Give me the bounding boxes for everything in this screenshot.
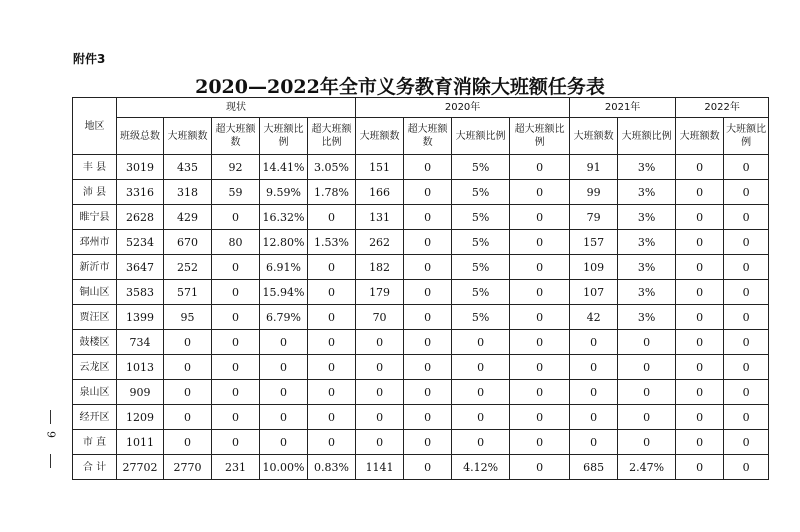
- value-cell: 0: [676, 330, 724, 355]
- value-cell: 5%: [452, 305, 510, 330]
- value-cell: 3%: [618, 155, 676, 180]
- value-cell: 0: [676, 205, 724, 230]
- value-cell: 685: [570, 455, 618, 480]
- value-cell: 0: [212, 280, 260, 305]
- value-cell: 131: [356, 205, 404, 230]
- value-cell: 0: [676, 355, 724, 380]
- header-group-2022: 2022年: [676, 98, 769, 118]
- header-sub-3: 大班额比例: [260, 118, 308, 155]
- region-cell: 鼓楼区: [73, 330, 117, 355]
- value-cell: 0: [212, 330, 260, 355]
- value-cell: 3%: [618, 255, 676, 280]
- value-cell: 70: [356, 305, 404, 330]
- region-cell: 睢宁县: [73, 205, 117, 230]
- value-cell: 0: [260, 330, 308, 355]
- value-cell: 231: [212, 455, 260, 480]
- value-cell: 0: [618, 330, 676, 355]
- value-cell: 0: [676, 180, 724, 205]
- value-cell: 27702: [117, 455, 164, 480]
- region-cell: 铜山区: [73, 280, 117, 305]
- header-group-2020: 2020年: [356, 98, 570, 118]
- value-cell: 909: [117, 380, 164, 405]
- value-cell: 1.53%: [308, 230, 356, 255]
- region-cell: 沛 县: [73, 180, 117, 205]
- value-cell: 3583: [117, 280, 164, 305]
- region-cell: 市 直: [73, 430, 117, 455]
- value-cell: 0: [724, 430, 769, 455]
- value-cell: 3%: [618, 305, 676, 330]
- value-cell: 0: [724, 280, 769, 305]
- value-cell: 0: [308, 380, 356, 405]
- attachment-label: 附件3: [73, 52, 106, 66]
- page-number: 9: [44, 431, 58, 438]
- value-cell: 0: [570, 355, 618, 380]
- value-cell: 0: [212, 355, 260, 380]
- value-cell: 59: [212, 180, 260, 205]
- value-cell: 0: [452, 355, 510, 380]
- region-cell: 泉山区: [73, 380, 117, 405]
- value-cell: 10.00%: [260, 455, 308, 480]
- table-row: [73, 155, 769, 180]
- value-cell: 0: [212, 205, 260, 230]
- table-row: [73, 230, 769, 255]
- value-cell: 0: [308, 280, 356, 305]
- value-cell: 12.80%: [260, 230, 308, 255]
- value-cell: 0: [676, 405, 724, 430]
- value-cell: 0: [164, 330, 212, 355]
- value-cell: 1.78%: [308, 180, 356, 205]
- value-cell: 9.59%: [260, 180, 308, 205]
- value-cell: 109: [570, 255, 618, 280]
- value-cell: 5%: [452, 255, 510, 280]
- value-cell: 5%: [452, 155, 510, 180]
- value-cell: 0: [724, 455, 769, 480]
- value-cell: 182: [356, 255, 404, 280]
- value-cell: 2628: [117, 205, 164, 230]
- region-cell: 邳州市: [73, 230, 117, 255]
- header-sub-7: 大班额比例: [452, 118, 510, 155]
- value-cell: 0: [676, 280, 724, 305]
- table-row: [73, 430, 769, 455]
- value-cell: 0: [618, 405, 676, 430]
- value-cell: 3316: [117, 180, 164, 205]
- value-cell: 0: [260, 355, 308, 380]
- value-cell: 0: [510, 330, 570, 355]
- page-number-dash-bottom: [50, 454, 51, 468]
- header-sub-9: 大班额数: [570, 118, 618, 155]
- value-cell: 0: [356, 330, 404, 355]
- value-cell: 0: [676, 155, 724, 180]
- value-cell: 1399: [117, 305, 164, 330]
- value-cell: 0: [724, 155, 769, 180]
- value-cell: 14.41%: [260, 155, 308, 180]
- value-cell: 91: [570, 155, 618, 180]
- value-cell: 95: [164, 305, 212, 330]
- value-cell: 0: [404, 430, 452, 455]
- value-cell: 0: [404, 380, 452, 405]
- value-cell: 3%: [618, 230, 676, 255]
- value-cell: 0: [510, 455, 570, 480]
- value-cell: 3%: [618, 280, 676, 305]
- value-cell: 0: [308, 355, 356, 380]
- table-row: [73, 380, 769, 405]
- value-cell: 16.32%: [260, 205, 308, 230]
- value-cell: 179: [356, 280, 404, 305]
- value-cell: 3%: [618, 205, 676, 230]
- value-cell: 0: [452, 430, 510, 455]
- value-cell: 0: [260, 405, 308, 430]
- value-cell: 0.83%: [308, 455, 356, 480]
- value-cell: 2770: [164, 455, 212, 480]
- value-cell: 252: [164, 255, 212, 280]
- value-cell: 0: [404, 155, 452, 180]
- value-cell: 0: [356, 355, 404, 380]
- value-cell: 2.47%: [618, 455, 676, 480]
- value-cell: 318: [164, 180, 212, 205]
- region-cell: 经开区: [73, 405, 117, 430]
- value-cell: 3019: [117, 155, 164, 180]
- value-cell: 4.12%: [452, 455, 510, 480]
- header-sub-5: 大班额数: [356, 118, 404, 155]
- value-cell: 5%: [452, 230, 510, 255]
- value-cell: 0: [404, 205, 452, 230]
- value-cell: 0: [618, 380, 676, 405]
- value-cell: 0: [724, 330, 769, 355]
- value-cell: 0: [510, 230, 570, 255]
- value-cell: 0: [570, 330, 618, 355]
- value-cell: 0: [164, 355, 212, 380]
- header-sub-4: 超大班额比例: [308, 118, 356, 155]
- value-cell: 80: [212, 230, 260, 255]
- region-cell: 贾汪区: [73, 305, 117, 330]
- table-row: [73, 180, 769, 205]
- value-cell: 0: [724, 230, 769, 255]
- value-cell: 0: [676, 455, 724, 480]
- value-cell: 0: [404, 280, 452, 305]
- table-row: [73, 255, 769, 280]
- value-cell: 42: [570, 305, 618, 330]
- value-cell: 0: [212, 405, 260, 430]
- value-cell: 5234: [117, 230, 164, 255]
- value-cell: 0: [570, 380, 618, 405]
- value-cell: 99: [570, 180, 618, 205]
- value-cell: 0: [570, 430, 618, 455]
- value-cell: 0: [308, 430, 356, 455]
- value-cell: 0: [212, 380, 260, 405]
- header-sub-0: 班级总数: [117, 118, 164, 155]
- table-row: [73, 280, 769, 305]
- value-cell: 0: [510, 405, 570, 430]
- value-cell: 0: [676, 380, 724, 405]
- region-cell: 合 计: [73, 455, 117, 480]
- header-sub-8: 超大班额比例: [510, 118, 570, 155]
- header-group-2021: 2021年: [570, 98, 676, 118]
- task-table: [72, 97, 769, 480]
- value-cell: 0: [404, 180, 452, 205]
- table-row: [73, 355, 769, 380]
- header-sub-2: 超大班额数: [212, 118, 260, 155]
- value-cell: 571: [164, 280, 212, 305]
- value-cell: 0: [308, 205, 356, 230]
- value-cell: 0: [724, 205, 769, 230]
- value-cell: 0: [308, 255, 356, 280]
- value-cell: 15.94%: [260, 280, 308, 305]
- value-cell: 1011: [117, 430, 164, 455]
- header-sub-1: 大班额数: [164, 118, 212, 155]
- value-cell: 435: [164, 155, 212, 180]
- table-row: [73, 330, 769, 355]
- value-cell: 6.79%: [260, 305, 308, 330]
- value-cell: 670: [164, 230, 212, 255]
- page-number-vertical: [40, 410, 62, 470]
- value-cell: 0: [510, 180, 570, 205]
- value-cell: 262: [356, 230, 404, 255]
- value-cell: 3%: [618, 180, 676, 205]
- value-cell: 5%: [452, 205, 510, 230]
- value-cell: 166: [356, 180, 404, 205]
- value-cell: 0: [308, 305, 356, 330]
- table-row: [73, 205, 769, 230]
- value-cell: 0: [724, 380, 769, 405]
- value-cell: 0: [618, 355, 676, 380]
- value-cell: 0: [356, 380, 404, 405]
- value-cell: 0: [724, 255, 769, 280]
- value-cell: 0: [404, 230, 452, 255]
- value-cell: 734: [117, 330, 164, 355]
- value-cell: 429: [164, 205, 212, 230]
- value-cell: 6.91%: [260, 255, 308, 280]
- value-cell: 0: [404, 330, 452, 355]
- value-cell: 0: [404, 255, 452, 280]
- value-cell: 0: [724, 180, 769, 205]
- value-cell: 0: [570, 405, 618, 430]
- value-cell: 0: [510, 155, 570, 180]
- value-cell: 0: [404, 355, 452, 380]
- value-cell: 157: [570, 230, 618, 255]
- value-cell: 0: [452, 405, 510, 430]
- value-cell: 0: [308, 405, 356, 430]
- header-sub-11: 大班额数: [676, 118, 724, 155]
- value-cell: 0: [676, 255, 724, 280]
- value-cell: 0: [618, 430, 676, 455]
- value-cell: 0: [510, 355, 570, 380]
- value-cell: 0: [510, 255, 570, 280]
- value-cell: 0: [404, 405, 452, 430]
- page-number-dash-top: [50, 410, 51, 424]
- value-cell: 0: [452, 380, 510, 405]
- value-cell: 0: [356, 405, 404, 430]
- value-cell: 151: [356, 155, 404, 180]
- value-cell: 0: [212, 305, 260, 330]
- value-cell: 0: [260, 430, 308, 455]
- region-cell: 新沂市: [73, 255, 117, 280]
- value-cell: 0: [510, 305, 570, 330]
- value-cell: 0: [510, 280, 570, 305]
- table-row: [73, 405, 769, 430]
- value-cell: 0: [404, 305, 452, 330]
- value-cell: 0: [724, 305, 769, 330]
- value-cell: 5%: [452, 180, 510, 205]
- value-cell: 0: [724, 405, 769, 430]
- region-cell: 云龙区: [73, 355, 117, 380]
- value-cell: 92: [212, 155, 260, 180]
- value-cell: 107: [570, 280, 618, 305]
- value-cell: 0: [676, 430, 724, 455]
- value-cell: 1141: [356, 455, 404, 480]
- value-cell: 0: [212, 255, 260, 280]
- value-cell: 0: [676, 230, 724, 255]
- value-cell: 0: [260, 380, 308, 405]
- value-cell: 1209: [117, 405, 164, 430]
- value-cell: 0: [724, 355, 769, 380]
- value-cell: 0: [452, 330, 510, 355]
- value-cell: 0: [308, 330, 356, 355]
- value-cell: 0: [510, 380, 570, 405]
- value-cell: 79: [570, 205, 618, 230]
- header-region: 地区: [73, 98, 117, 155]
- header-sub-10: 大班额比例: [618, 118, 676, 155]
- value-cell: 0: [164, 380, 212, 405]
- value-cell: 1013: [117, 355, 164, 380]
- table-row: [73, 305, 769, 330]
- header-group-current: 现状: [117, 98, 356, 118]
- value-cell: 0: [212, 430, 260, 455]
- header-sub-6: 超大班额数: [404, 118, 452, 155]
- value-cell: 0: [676, 305, 724, 330]
- header-sub-12: 大班额比例: [724, 118, 769, 155]
- value-cell: 5%: [452, 280, 510, 305]
- value-cell: 0: [356, 430, 404, 455]
- value-cell: 0: [164, 405, 212, 430]
- value-cell: 3647: [117, 255, 164, 280]
- table-row: [73, 455, 769, 480]
- value-cell: 0: [510, 430, 570, 455]
- value-cell: 0: [164, 430, 212, 455]
- value-cell: 0: [404, 455, 452, 480]
- value-cell: 0: [510, 205, 570, 230]
- region-cell: 丰 县: [73, 155, 117, 180]
- value-cell: 3.05%: [308, 155, 356, 180]
- document-title: 2020—2022年全市义务教育消除大班额任务表: [195, 76, 605, 98]
